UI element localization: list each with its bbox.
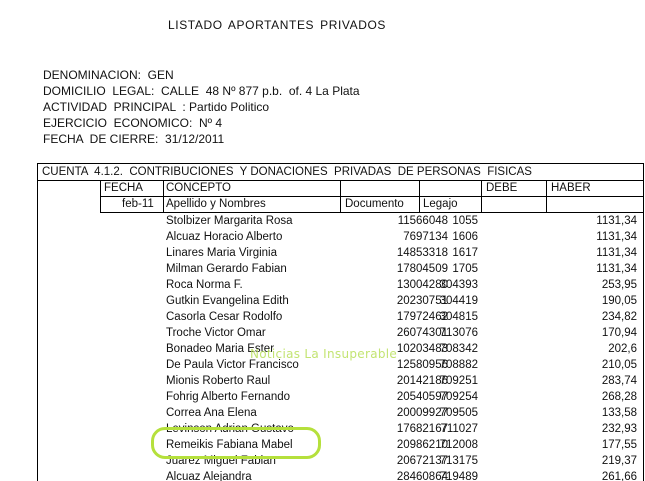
ejercicio-economico: EJERCICIO ECONOMICO: Nº 4 [43,116,223,130]
legajo-number: 1055 [452,215,478,227]
contributor-name: Remeikis Fabiana Mabel [166,439,293,451]
legajo-number: 304419 [439,295,478,307]
header-haber: HABER [551,182,591,194]
contributor-name: Alcuaz Alejandra [166,471,252,481]
table-row [38,437,643,453]
document-number: 28460864 [396,471,448,481]
document-number: 20230751 [396,295,448,307]
contributor-name: De Paula Victor Francisco [166,359,299,371]
legajo-number: 304815 [439,311,478,323]
table-row [38,213,643,229]
legajo-number: 1617 [452,247,478,259]
legajo-number: 712008 [439,439,478,451]
legajo-number: 1606 [452,231,478,243]
haber-amount: 234,82 [601,311,637,323]
domicilio-legal: DOMICILIO LEGAL: CALLE 48 Nº 877 p.b. of. 4 La Plata [43,84,360,98]
haber-amount: 283,74 [601,375,637,387]
haber-amount: 1131,34 [596,263,637,275]
table-row [38,421,643,437]
contributor-name: Linares Maria Virginia [166,247,278,259]
denominacion: DENOMINACION: GEN [43,68,174,82]
ledger-table [37,163,644,481]
contributor-name: Juarez Miguel Fabian [166,455,276,467]
legajo-number: 304393 [439,279,478,291]
legajo-number: 719489 [439,471,478,481]
table-row [38,469,643,481]
divider [163,180,164,212]
account-title-row [38,164,643,180]
haber-amount: 210,05 [601,359,637,371]
document-number: 14853318 [396,247,448,259]
actividad-principal: ACTIVIDAD PRINCIPAL : Partido Politico [43,100,270,114]
document-number: 20986210 [396,439,448,451]
haber-amount: 1131,34 [596,215,637,227]
legajo-number: 711027 [440,423,478,435]
fecha-de-cierre: FECHA DE CIERRE: 31/12/2011 [43,132,225,146]
contributor-name: Stolbizer Margarita Rosa [166,215,293,227]
legajo-number: 713175 [439,455,478,467]
document-number: 20142186 [396,375,448,387]
document-number: 11566048 [397,215,448,227]
document-number: 17682167 [396,423,448,435]
legajo-number: 1705 [452,263,478,275]
contributor-name: Bonadeo Maria Ester [166,343,275,355]
contributor-name: Alcuaz Horacio Alberto [166,231,283,243]
contributor-name: Fohrig Alberto Fernando [166,391,291,403]
contributor-name: Mionis Roberto Raul [166,375,271,387]
table-row [38,325,643,341]
haber-amount: 177,55 [601,439,637,451]
document-number: 26074301 [396,327,448,339]
table-row [38,245,643,261]
watermark: Noticias La Insuperable [250,347,398,361]
contributor-name: Milman Gerardo Fabian [166,263,287,275]
subheader-documento: Documento [345,198,404,210]
divider [419,180,420,212]
document-number: 13004280 [396,279,448,291]
contributor-name: Levinson Adrian Gustavo [166,423,294,435]
contributor-name: Correa Ana Elena [166,407,257,419]
haber-amount: 133,58 [601,407,637,419]
divider [481,180,482,212]
table-row [38,261,643,277]
legajo-number: 713076 [439,327,478,339]
header-concepto: CONCEPTO [166,182,231,194]
legajo-number: 709254 [439,391,478,403]
contributor-name: Roca Norma F. [166,279,243,291]
document-number: 7697134 [403,231,448,243]
subheader-nombre: Apellido y Nombres [166,198,266,210]
document-number: 20540597 [396,391,448,403]
document-number: 17804509 [396,263,448,275]
haber-amount: 253,95 [601,279,637,291]
highlight-circle [151,427,321,459]
page-title: LISTADO APORTANTES PRIVADOS [168,18,387,32]
haber-amount: 261,66 [601,471,637,481]
legajo-number: 709505 [439,407,478,419]
table-row [38,309,643,325]
header-debe: DEBE [486,182,518,194]
table-row [38,293,643,309]
haber-amount: 1131,34 [596,247,637,259]
haber-amount: 232,93 [601,423,637,435]
entity-info [43,67,360,147]
contributor-name: Gutkin Evangelina Edith [166,295,289,307]
table-row [38,389,643,405]
subheader-fecha: feb-11 [122,198,154,210]
haber-amount: 190,05 [601,295,637,307]
divider [340,180,341,212]
table-row [38,453,643,469]
haber-amount: 219,37 [601,455,637,467]
table-row [38,405,643,421]
subheader-legajo: Legajo [423,198,458,210]
contributor-name: Troche Victor Omar [166,327,266,339]
table-row [38,373,643,389]
legajo-number: 708342 [439,343,478,355]
account-title: CUENTA 4.1.2. CONTRIBUCIONES Y DONACIONES PRIVADAS DE PERSONAS FISICAS [42,166,532,178]
haber-amount: 268,28 [601,391,637,403]
legajo-number: 708882 [439,359,478,371]
table-row [38,277,643,293]
document-number: 17972462 [396,311,448,323]
table-row [38,229,643,245]
haber-amount: 1131,34 [596,231,637,243]
document-number: 10203483 [396,343,448,355]
document-number: 20009927 [396,407,448,419]
haber-amount: 202,6 [608,343,637,355]
contributor-name: Casorla Cesar Rodolfo [166,311,283,323]
divider [546,180,547,212]
document-number: 12580956 [396,359,448,371]
document-number: 20672137 [396,455,448,467]
header-fecha: FECHA [104,182,143,194]
legajo-number: 709251 [439,375,478,387]
haber-amount: 170,94 [601,327,637,339]
divider [100,180,101,212]
